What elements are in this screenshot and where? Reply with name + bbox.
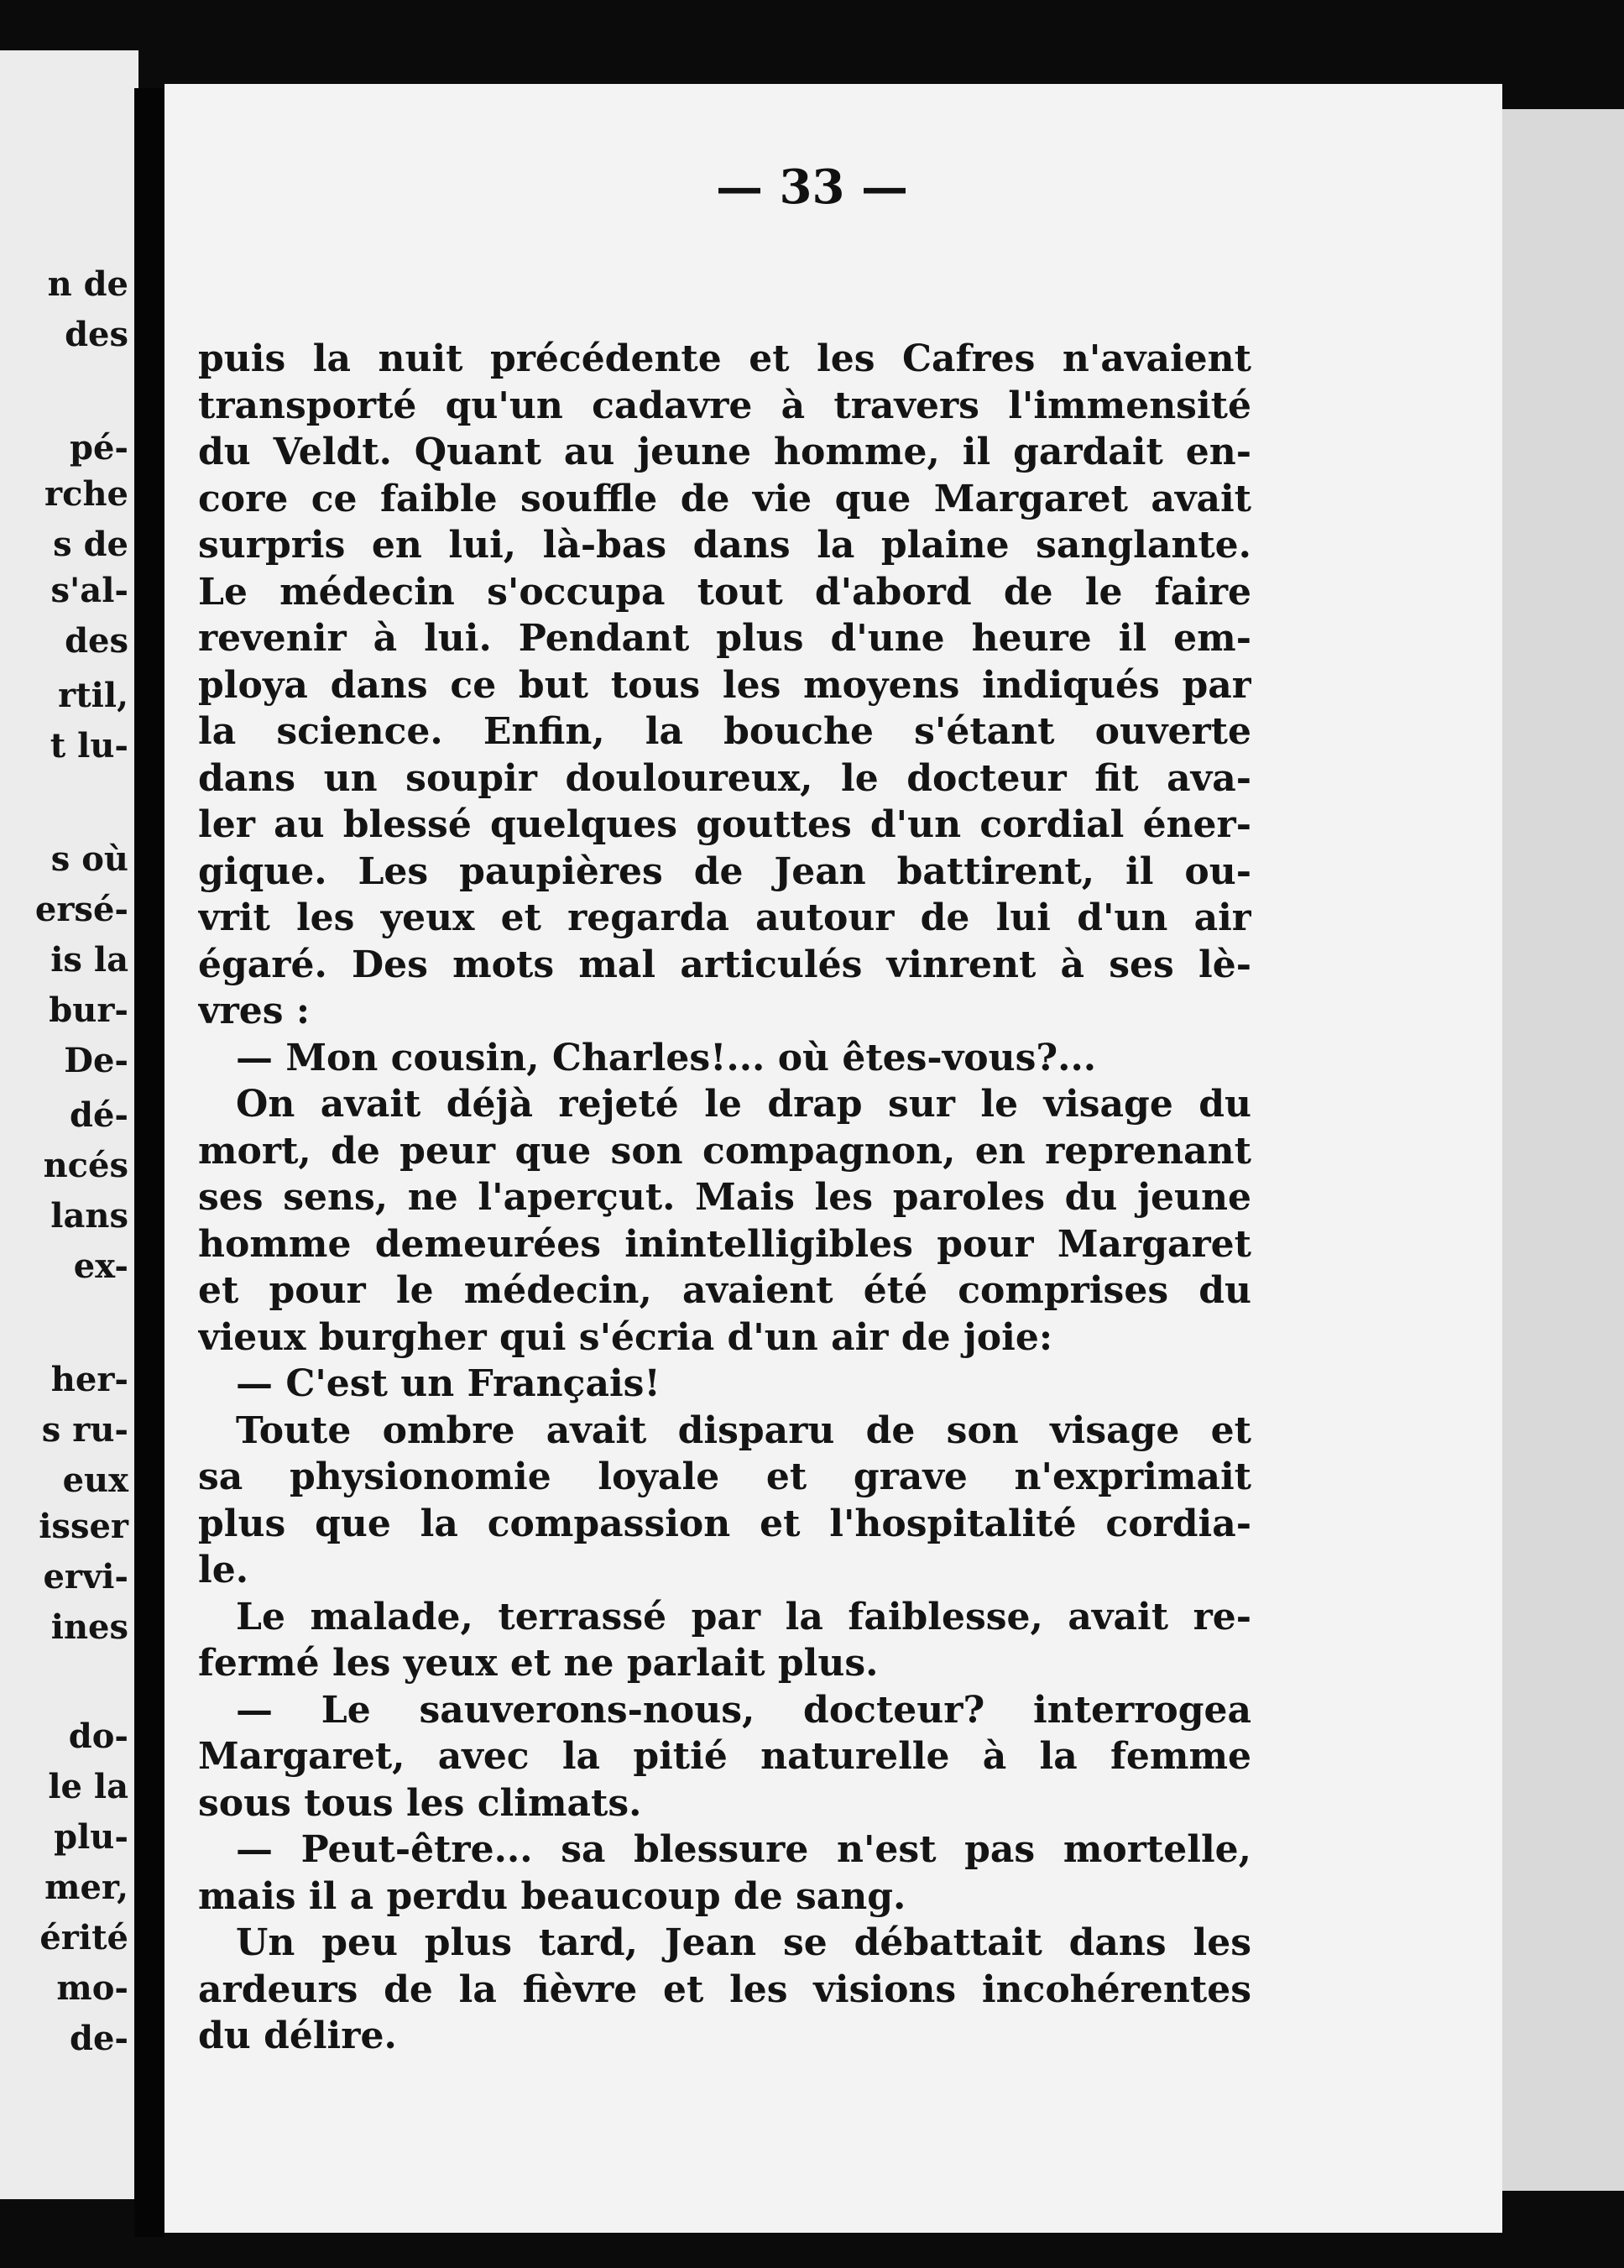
text-line: — Mon cousin, Charles!... où êtes-vous?...	[236, 1036, 1097, 1079]
text-line: plus que la compassion et l'hospitalité cordia-	[198, 1502, 1251, 1545]
left-page-text-fragment: s'al-	[50, 571, 128, 610]
text-line: puis la nuit précédente et les Cafres n'avaient	[198, 337, 1251, 380]
left-page-text-fragment: s de	[53, 525, 128, 564]
left-page-text-fragment: des	[65, 621, 128, 661]
text-line: sa physionomie loyale et grave n'exprimait	[198, 1455, 1251, 1498]
text-line: du Veldt. Quant au jeune homme, il gardait en-	[198, 431, 1251, 473]
text-line: vres :	[198, 990, 311, 1032]
left-page-text-fragment: des	[65, 315, 128, 354]
text-line: Un peu plus tard, Jean se débattait dans les	[236, 1921, 1251, 1964]
text-line: surpris en lui, là-bas dans la plaine sanglante.	[198, 524, 1251, 567]
text-line: vrit les yeux et regarda autour de lui d'un air	[198, 896, 1251, 939]
left-page-text-fragment: plu-	[54, 1817, 128, 1857]
text-line: mais il a perdu beaucoup de sang.	[198, 1874, 906, 1918]
body-text	[198, 336, 1251, 2060]
text-line: et pour le médecin, avaient été comprises du	[198, 1269, 1251, 1312]
binding-gutter	[134, 88, 164, 2237]
text-line: gique. Les paupières de Jean battirent, il ou-	[198, 849, 1251, 893]
left-page-text-fragment: n de	[47, 264, 128, 304]
page-number: — 33 —	[716, 159, 908, 215]
left-page-text-fragment: do-	[68, 1717, 128, 1756]
text-line: Margaret, avec la pitié naturelle à la femme	[198, 1735, 1251, 1778]
left-page-text-fragment: dé-	[69, 1095, 128, 1135]
left-page-text-fragment: pé-	[69, 428, 128, 468]
text-line: On avait déjà rejeté le drap sur le visage du	[236, 1083, 1251, 1126]
text-line: ses sens, ne l'aperçut. Mais les paroles du jeune	[198, 1176, 1251, 1219]
text-line: ler au blessé quelques gouttes d'un cordial éner-	[198, 803, 1251, 846]
text-line: dans un soupir douloureux, le docteur fit ava-	[198, 756, 1251, 800]
left-page-text-fragment: ines	[50, 1607, 128, 1647]
text-line: — Peut-être... sa blessure n'est pas mortelle,	[236, 1828, 1251, 1871]
text-line: Le malade, terrassé par la faiblesse, avait re-	[236, 1595, 1251, 1638]
text-line: sous tous les climats.	[198, 1781, 642, 1825]
left-page-text-fragment: her-	[50, 1360, 128, 1399]
left-page-text-fragment: ex-	[73, 1246, 128, 1286]
page-edge	[1502, 109, 1624, 2191]
left-page-text-fragment: De-	[64, 1041, 128, 1080]
text-line: vieux burgher qui s'écria d'un air de joie:	[198, 1315, 1053, 1359]
left-page-text-fragment: eux	[62, 1461, 128, 1500]
left-page-text-fragment: is la	[50, 940, 128, 980]
left-page-text-fragment: bur-	[49, 990, 128, 1030]
text-line: Le médecin s'occupa tout d'abord de le faire	[198, 570, 1251, 614]
left-page-text-fragment: lans	[50, 1196, 128, 1236]
left-page-text-fragment: mer,	[44, 1868, 128, 1907]
left-page-text-fragment: mo-	[56, 1968, 128, 2008]
left-page-text-fragment: le la	[48, 1767, 128, 1806]
left-page-text-fragment: s ru-	[41, 1410, 128, 1450]
text-line: transporté qu'un cadavre à travers l'immensité	[198, 384, 1251, 427]
text-line: la science. Enfin, la bouche s'étant ouverte	[198, 710, 1251, 753]
left-page-text-fragment: rtil,	[58, 676, 128, 715]
left-page-text-fragment: érité	[39, 1918, 128, 1957]
text-line: du délire.	[198, 2015, 397, 2057]
text-line: — Le sauverons-nous, docteur? interrogea	[236, 1688, 1251, 1732]
text-line: Toute ombre avait disparu de son visage et	[236, 1408, 1251, 1452]
text-line: core ce faible souffle de vie que Margaret avait	[198, 477, 1251, 520]
text-line: fermé les yeux et ne parlait plus.	[198, 1642, 879, 1685]
text-line: égaré. Des mots mal articulés vinrent à ses lè-	[198, 943, 1251, 986]
text-line: — C'est un Français!	[236, 1362, 661, 1405]
text-line: le.	[198, 1549, 249, 1591]
left-page-text-fragment: ersé-	[34, 890, 128, 929]
left-page-text-fragment: de-	[69, 2019, 128, 2058]
text-line: ardeurs de la fièvre et les visions incohérentes	[198, 1968, 1251, 2011]
left-page-text-fragment: isser	[39, 1507, 128, 1546]
text-line: mort, de peur que son compagnon, en reprenant	[198, 1129, 1251, 1173]
left-page-text-fragment: rche	[44, 474, 128, 514]
left-page-fragment	[0, 50, 138, 2199]
left-page-text-fragment: t lu-	[50, 726, 128, 766]
left-page-text-fragment: s où	[50, 839, 128, 879]
left-page-text-fragment: ervi-	[43, 1557, 128, 1596]
text-line: ploya dans ce but tous les moyens indiqués par	[198, 663, 1251, 707]
left-page-text-fragment: ncés	[43, 1146, 128, 1185]
text-line: homme demeurées inintelligibles pour Margaret	[198, 1222, 1251, 1266]
text-line: revenir à lui. Pendant plus d'une heure il em-	[198, 617, 1251, 660]
